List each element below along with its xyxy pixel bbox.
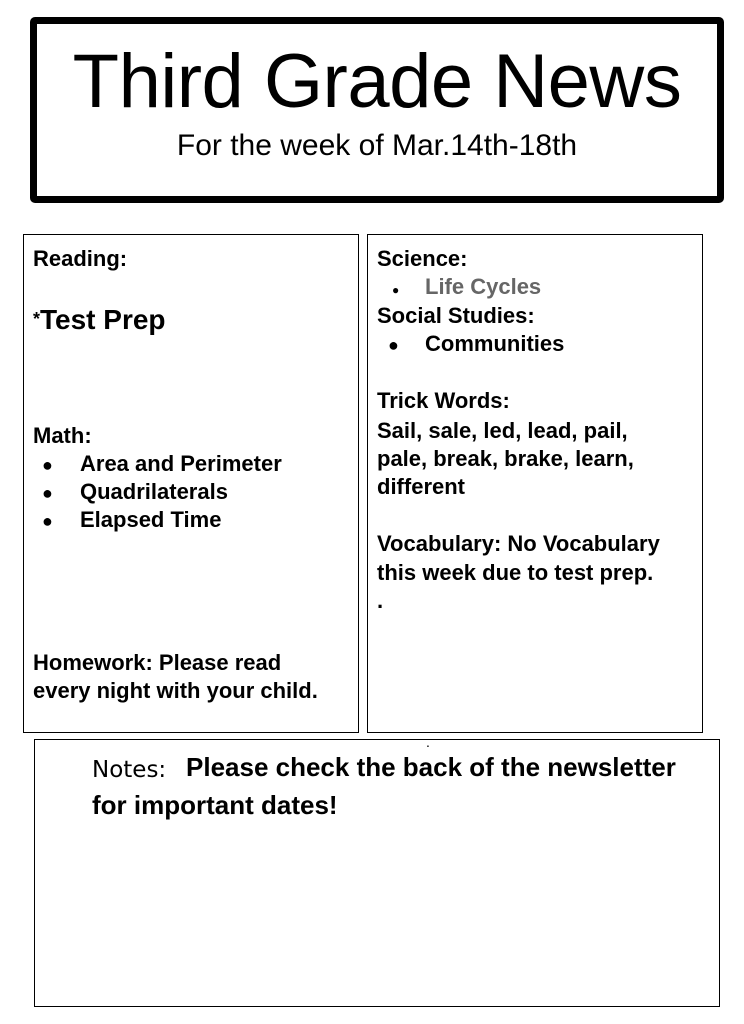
- trick-words-line: Sail, sale, led, lead, pail,: [377, 418, 628, 443]
- trick-words-heading: Trick Words:: [377, 388, 510, 413]
- notes-text-line: for important dates!: [92, 790, 338, 820]
- reading-item-text: Test Prep: [40, 304, 166, 335]
- math-heading: Math:: [33, 423, 92, 448]
- science-heading: Science:: [377, 246, 468, 271]
- reading-heading: Reading:: [33, 246, 128, 271]
- newsletter-subtitle: For the week of Mar.14th-18th: [176, 129, 578, 162]
- bullet-icon: ●: [42, 511, 53, 531]
- vocabulary-line: Vocabulary: No Vocabulary: [377, 531, 660, 556]
- science-item: Life Cycles: [425, 274, 542, 299]
- social-studies-heading: Social Studies:: [377, 303, 535, 328]
- homework-line: Homework: Please read: [33, 650, 282, 675]
- stray-dot: .: [426, 734, 430, 750]
- math-item: Area and Perimeter: [80, 451, 282, 476]
- notes-label: Notes:: [92, 757, 167, 783]
- reading-item: [33, 305, 166, 334]
- homework-line: every night with your child.: [33, 678, 318, 703]
- notes-text-line: Please check the back of the newsletter: [186, 752, 676, 782]
- vocabulary-line: this week due to test prep.: [377, 560, 654, 585]
- bullet-icon: ●: [42, 455, 53, 475]
- bullet-icon: ●: [392, 283, 400, 297]
- math-item: Elapsed Time: [80, 507, 222, 532]
- math-item: Quadrilaterals: [80, 479, 228, 504]
- right-column-box: [367, 234, 703, 733]
- trick-words-line: pale, break, brake, learn,: [377, 446, 634, 471]
- newsletter-title: Third Grade News: [72, 39, 682, 124]
- notes-box: [34, 734, 720, 1007]
- newsletter-header: [30, 17, 724, 203]
- bullet-icon: ●: [42, 483, 53, 503]
- reading-item-star: *: [33, 309, 41, 329]
- left-column-box: [23, 234, 359, 733]
- stray-dot: .: [377, 588, 384, 613]
- bullet-icon: ●: [388, 335, 399, 355]
- social-studies-item: Communities: [425, 331, 565, 356]
- trick-words-line: different: [377, 474, 465, 499]
